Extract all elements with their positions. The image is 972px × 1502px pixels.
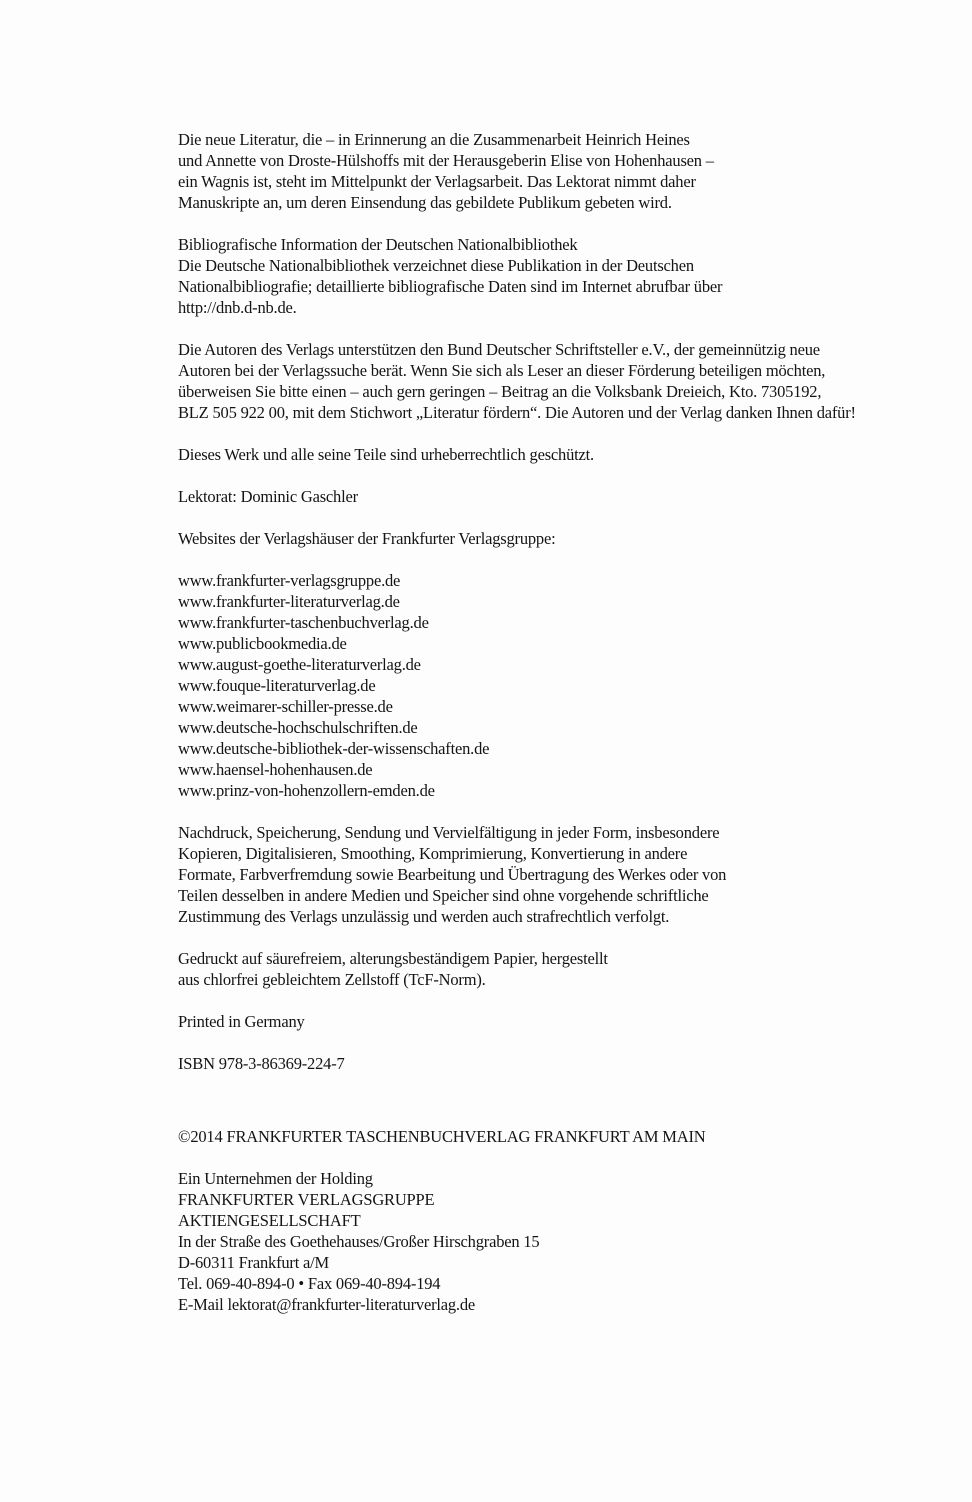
website-item: www.haensel-hohenhausen.de bbox=[178, 760, 373, 779]
intro-line: und Annette von Droste-Hülshoffs mit der Herausgeberin Elise von Hohenhausen – bbox=[178, 151, 714, 170]
website-item: www.august-goethe-literaturverlag.de bbox=[178, 655, 421, 674]
websites-heading-paragraph bbox=[178, 528, 938, 549]
rights-line: Teilen desselben in andere Medien und Speicher sind ohne vorgehende schriftliche bbox=[178, 886, 709, 905]
copyright-note-paragraph bbox=[178, 444, 938, 465]
holding-address bbox=[178, 1168, 938, 1315]
phone-fax: Tel. 069-40-894-0 • Fax 069-40-894-194 bbox=[178, 1274, 441, 1293]
isbn-paragraph bbox=[178, 1053, 938, 1074]
support-line: Autoren bei der Verlagssuche berät. Wenn Sie sich als Leser an dieser Förderung beteiligen möchten, bbox=[178, 361, 826, 380]
holding-name: AKTIENGESELLSCHAFT bbox=[178, 1211, 361, 1230]
website-item: www.publicbookmedia.de bbox=[178, 634, 347, 653]
editor-paragraph bbox=[178, 486, 938, 507]
printed-paragraph bbox=[178, 1011, 938, 1032]
street-address: In der Straße des Goethehauses/Großer Hirschgraben 15 bbox=[178, 1232, 540, 1251]
support-line: BLZ 505 922 00, mit dem Stichwort „Literatur fördern“. Die Autoren und der Verlag danken Ihnen dafür! bbox=[178, 403, 856, 422]
rights-line: Zustimmung des Verlags unzulässig und werden auch strafrechtlich verfolgt. bbox=[178, 907, 670, 926]
website-item: www.weimarer-schiller-presse.de bbox=[178, 697, 393, 716]
intro-line: ein Wagnis ist, steht im Mittelpunkt der Verlagsarbeit. Das Lektorat nimmt daher bbox=[178, 172, 696, 191]
copyright-paragraph bbox=[178, 1126, 938, 1147]
paper-paragraph bbox=[178, 948, 938, 990]
intro-line: Manuskripte an, um deren Einsendung das gebildete Publikum gebeten wird. bbox=[178, 193, 672, 212]
websites-list bbox=[178, 570, 938, 801]
intro-line: Die neue Literatur, die – in Erinnerung an die Zusammenarbeit Heinrich Heines bbox=[178, 130, 690, 149]
website-item: www.prinz-von-hohenzollern-emden.de bbox=[178, 781, 435, 800]
rights-paragraph bbox=[178, 822, 938, 927]
website-item: www.frankfurter-taschenbuchverlag.de bbox=[178, 613, 429, 632]
rights-line: Formate, Farbverfremdung sowie Bearbeitung und Übertragung des Werkes oder von bbox=[178, 865, 727, 884]
dnb-link: http://dnb.d-nb.de. bbox=[178, 298, 297, 317]
email-address: E-Mail lektorat@frankfurter-literaturverlag.de bbox=[178, 1295, 476, 1314]
websites-heading: Websites der Verlagshäuser der Frankfurter Verlagsgruppe: bbox=[178, 529, 556, 548]
holding-line: Ein Unternehmen der Holding bbox=[178, 1169, 373, 1188]
bibliography-line: Die Deutsche Nationalbibliothek verzeichnet diese Publikation in der Deutschen bbox=[178, 256, 694, 275]
bibliography-heading: Bibliografische Information der Deutschen Nationalbibliothek bbox=[178, 235, 578, 254]
bibliography-line: Nationalbibliografie; detaillierte bibliografische Daten sind im Internet abrufbar über bbox=[178, 277, 723, 296]
support-paragraph bbox=[178, 339, 938, 423]
rights-line: Kopieren, Digitalisieren, Smoothing, Komprimierung, Konvertierung in andere bbox=[178, 844, 688, 863]
website-item: www.deutsche-hochschulschriften.de bbox=[178, 718, 418, 737]
support-line: überweisen Sie bitte einen – auch gern geringen – Beitrag an die Volksbank Dreieich, Kto. 7305192, bbox=[178, 382, 822, 401]
city-address: D-60311 Frankfurt a/M bbox=[178, 1253, 329, 1272]
isbn: ISBN 978-3-86369-224-7 bbox=[178, 1054, 345, 1073]
editor-credit: Lektorat: Dominic Gaschler bbox=[178, 487, 358, 506]
intro-paragraph bbox=[178, 129, 938, 213]
website-item: www.deutsche-bibliothek-der-wissenschaften.de bbox=[178, 739, 490, 758]
paper-line: Gedruckt auf säurefreiem, alterungsbeständigem Papier, hergestellt bbox=[178, 949, 608, 968]
copyright-note: Dieses Werk und alle seine Teile sind urheberrechtlich geschützt. bbox=[178, 445, 594, 464]
rights-line: Nachdruck, Speicherung, Sendung und Vervielfältigung in jeder Form, insbesondere bbox=[178, 823, 720, 842]
bibliography-paragraph bbox=[178, 234, 938, 318]
website-item: www.frankfurter-literaturverlag.de bbox=[178, 592, 400, 611]
paper-line: aus chlorfrei gebleichtem Zellstoff (TcF-Norm). bbox=[178, 970, 486, 989]
website-item: www.frankfurter-verlagsgruppe.de bbox=[178, 571, 401, 590]
imprint-text-column bbox=[178, 129, 938, 1336]
copyright-line: ©2014 FRANKFURTER TASCHENBUCHVERLAG FRANKFURT AM MAIN bbox=[178, 1127, 706, 1146]
printed-in: Printed in Germany bbox=[178, 1012, 305, 1031]
website-item: www.fouque-literaturverlag.de bbox=[178, 676, 376, 695]
support-line: Die Autoren des Verlags unterstützen den Bund Deutscher Schriftsteller e.V., der gemeinnützig neue bbox=[178, 340, 820, 359]
holding-name: FRANKFURTER VERLAGSGRUPPE bbox=[178, 1190, 435, 1209]
